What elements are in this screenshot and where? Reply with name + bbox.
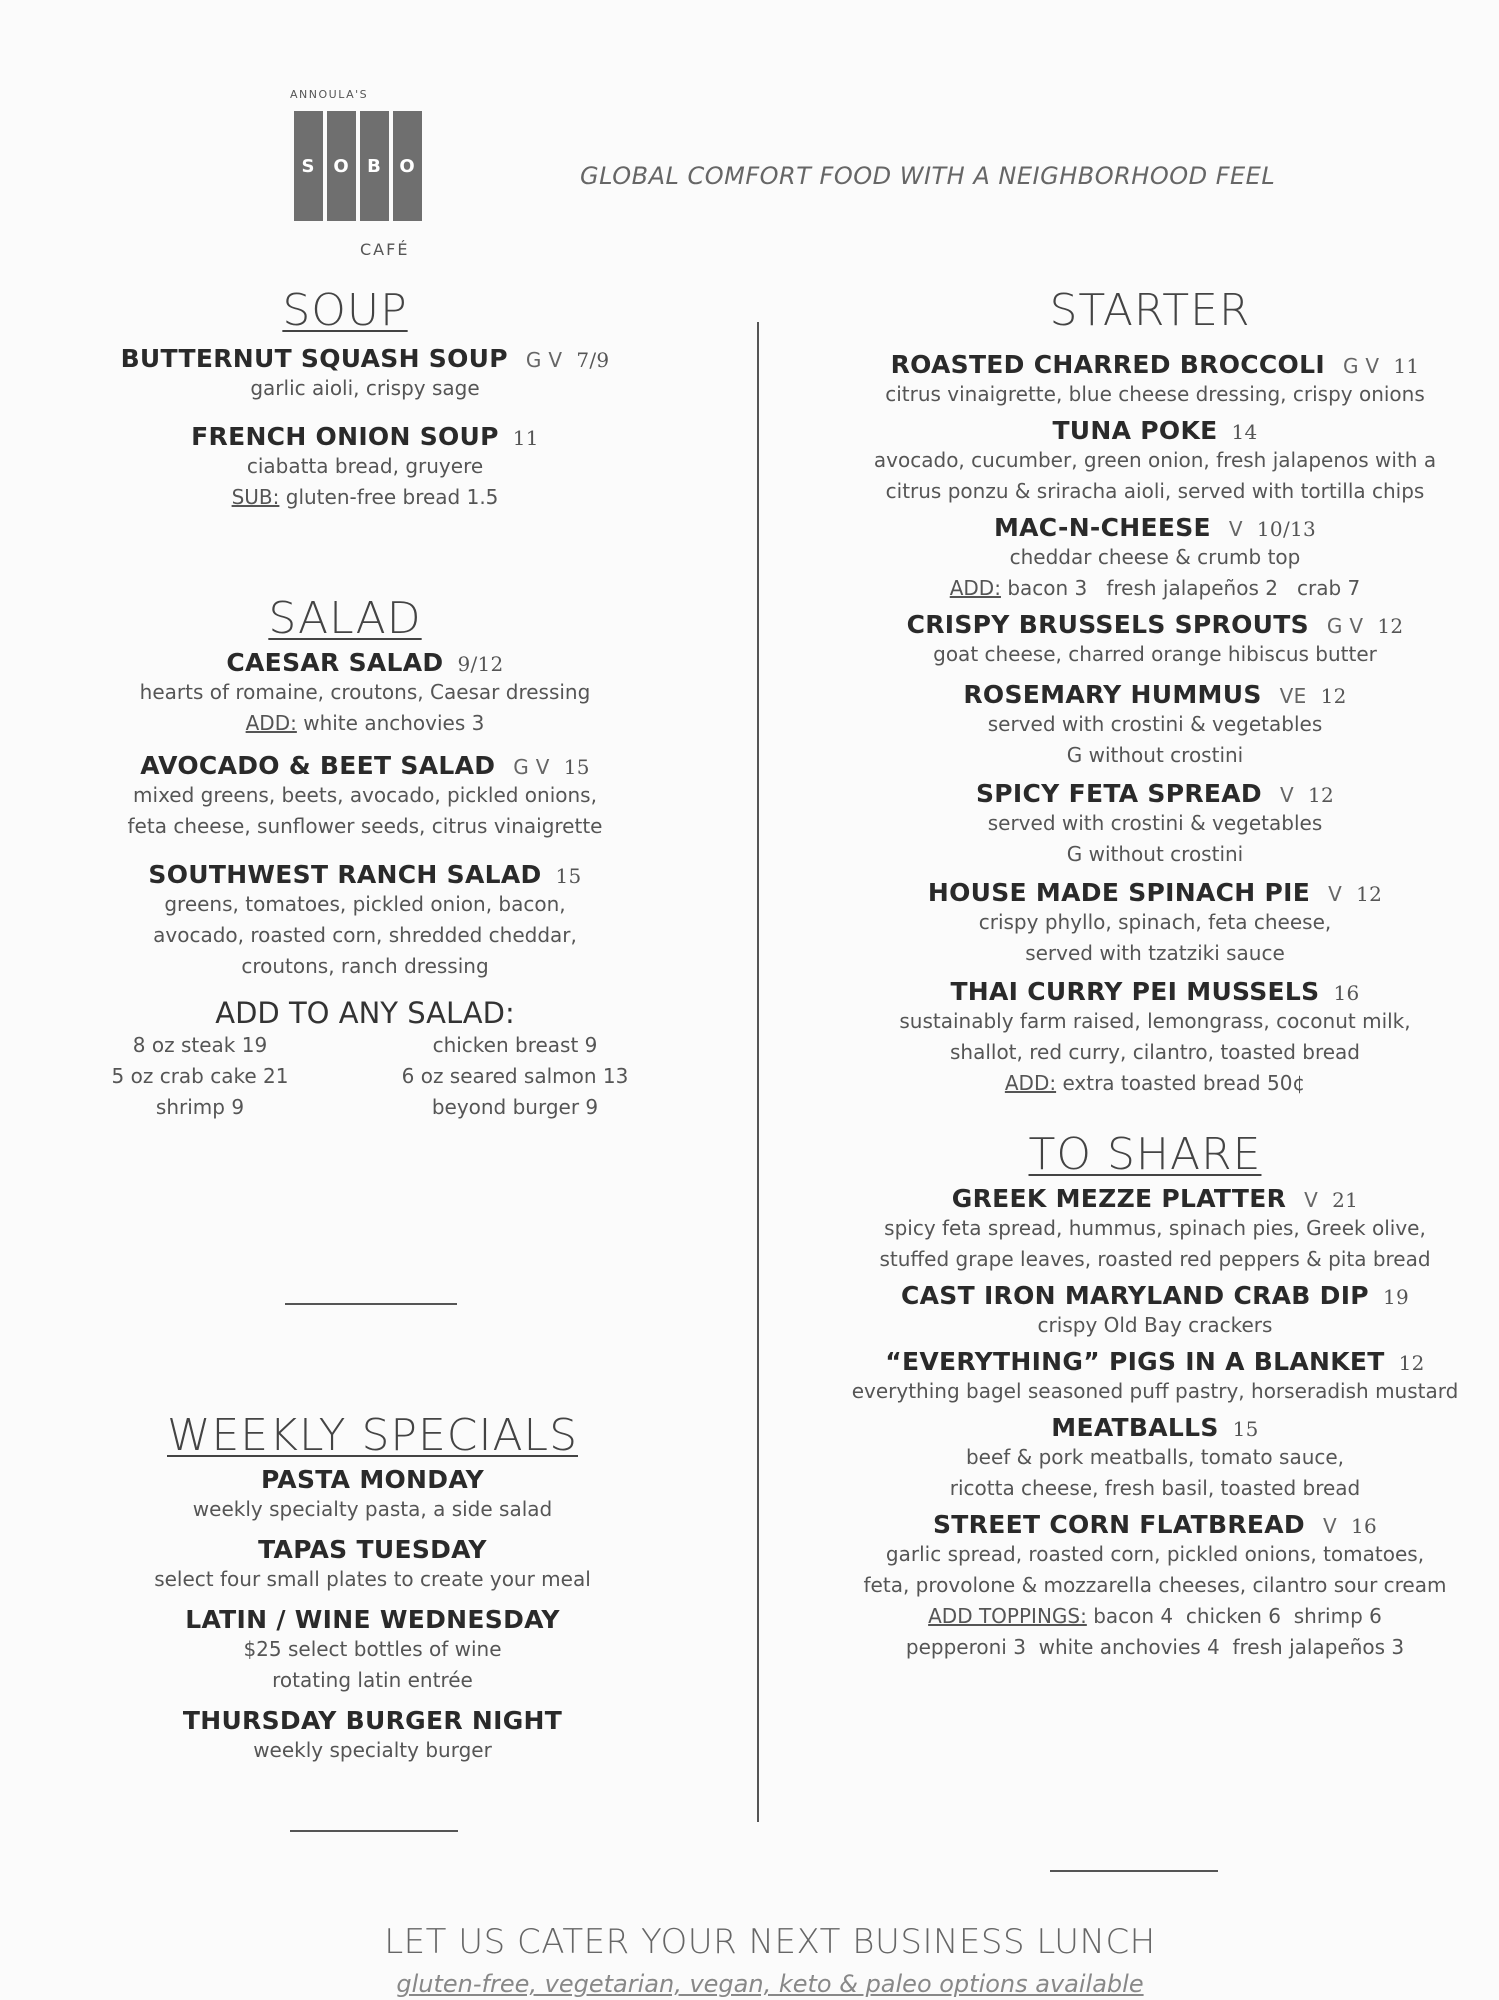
- item-desc: stuffed grape leaves, roasted red peppers & pita bread: [879, 1247, 1431, 1271]
- item-name: HOUSE MADE SPINACH PIE V 12: [927, 878, 1383, 907]
- left-column: [100, 285, 630, 1130]
- item-add: ADD TOPPINGS: bacon 4 chicken 6 shrimp 6: [928, 1604, 1382, 1628]
- item-desc: served with crostini & vegetables: [987, 811, 1323, 835]
- soup-title: SOUP: [282, 285, 408, 336]
- special-name: THURSDAY BURGER NIGHT: [182, 1706, 563, 1735]
- item-price: 11: [1393, 354, 1420, 378]
- item-name: THAI CURRY PEI MUSSELS 16: [950, 977, 1360, 1006]
- diet-tags: G V: [513, 755, 550, 779]
- menu-item: [100, 860, 630, 982]
- logo-bottom-text: CAFÉ: [360, 240, 410, 259]
- item-price: 15: [1232, 1417, 1259, 1441]
- item-price: 12: [1307, 783, 1334, 807]
- special-item: [100, 1605, 645, 1696]
- footer-cater-line: LET US CATER YOUR NEXT BUSINESS LUNCH: [384, 1922, 1156, 1962]
- add-option: 5 oz crab cake 21: [111, 1064, 289, 1088]
- menu-item: [100, 648, 630, 739]
- menu-item: [830, 680, 1480, 771]
- special-desc: rotating latin entrée: [272, 1668, 473, 1692]
- item-name: FRENCH ONION SOUP 11: [191, 422, 539, 451]
- special-desc: weekly specialty pasta, a side salad: [192, 1497, 553, 1521]
- right-column: [830, 285, 1480, 1663]
- item-price: 10/13: [1256, 517, 1317, 541]
- starter-section: [830, 285, 1480, 1099]
- diet-tags: V: [1304, 1188, 1319, 1212]
- item-price: 12: [1356, 882, 1383, 906]
- item-name: ROSEMARY HUMMUS VE 12: [963, 680, 1347, 709]
- item-name: MAC-N-CHEESE V 10/13: [993, 513, 1317, 542]
- item-add: ADD: bacon 3 fresh jalapeños 2 crab 7: [949, 576, 1361, 600]
- item-desc: served with tzatziki sauce: [1025, 941, 1285, 965]
- item-add: ADD: extra toasted bread 50¢: [1004, 1071, 1306, 1095]
- diet-tags: VE: [1279, 684, 1307, 708]
- item-desc: ricotta cheese, fresh basil, toasted bread: [949, 1476, 1361, 1500]
- item-desc: G without crostini: [1066, 842, 1244, 866]
- item-desc: goat cheese, charred orange hibiscus butter: [933, 642, 1377, 666]
- logo-letter-s: S: [301, 156, 315, 177]
- item-add: pepperoni 3 white anchovies 4 fresh jalapeños 3: [905, 1635, 1405, 1659]
- item-sub: SUB: gluten-free bread 1.5: [231, 485, 499, 509]
- menu-item: [830, 350, 1480, 410]
- logo-letter-o2: O: [399, 156, 415, 177]
- item-price: 16: [1350, 1514, 1377, 1538]
- add-option: shrimp 9: [155, 1095, 245, 1119]
- item-price: 12: [1377, 614, 1404, 638]
- special-item: [100, 1706, 645, 1766]
- item-desc: avocado, roasted corn, shredded cheddar,: [153, 923, 577, 947]
- item-name: GREEK MEZZE PLATTER V 21: [951, 1184, 1359, 1213]
- to-share-title: TO SHARE: [1028, 1129, 1262, 1180]
- item-name: CAESAR SALAD 9/12: [226, 648, 504, 677]
- item-desc: citrus ponzu & sriracha aioli, served with tortilla chips: [885, 479, 1425, 503]
- diet-tags: G V: [1326, 614, 1364, 638]
- item-name: ROASTED CHARRED BROCCOLI G V 11: [890, 350, 1420, 379]
- salad-divider: [285, 1303, 457, 1305]
- item-add: ADD: white anchovies 3: [245, 711, 485, 735]
- item-name: CRISPY BRUSSELS SPROUTS G V 12: [906, 610, 1404, 639]
- menu-item: [830, 779, 1480, 870]
- logo-letter-o: O: [333, 156, 349, 177]
- item-desc: crispy phyllo, spinach, feta cheese,: [978, 910, 1332, 934]
- special-desc: $25 select bottles of wine: [243, 1637, 502, 1661]
- specials-section: [100, 1410, 645, 1766]
- diet-tags: V: [1328, 882, 1343, 906]
- to-share-section: [830, 1129, 1480, 1663]
- item-name: BUTTERNUT SQUASH SOUP G V 7/9: [120, 344, 610, 373]
- item-desc: crispy Old Bay crackers: [1037, 1313, 1273, 1337]
- item-name: SPICY FETA SPREAD V 12: [975, 779, 1334, 808]
- menu-item: [100, 422, 630, 513]
- diet-tags: V: [1279, 783, 1294, 807]
- salad-title: SALAD: [268, 593, 422, 644]
- add-option: chicken breast 9: [432, 1033, 598, 1057]
- special-desc: select four small plates to create your meal: [154, 1567, 591, 1591]
- column-divider: [757, 322, 759, 1822]
- menu-item: [830, 610, 1480, 670]
- add-to-salad-grid: [100, 1030, 630, 1130]
- item-name: “EVERYTHING” PIGS IN A BLANKET 12: [885, 1347, 1425, 1376]
- logo: [290, 88, 430, 268]
- special-name: PASTA MONDAY: [260, 1465, 484, 1494]
- item-price: 9/12: [457, 652, 504, 676]
- add-to-salad-title: ADD TO ANY SALAD:: [215, 996, 515, 1030]
- item-desc: hearts of romaine, croutons, Caesar dressing: [139, 680, 591, 704]
- salad-section: [100, 593, 630, 1130]
- item-desc: citrus vinaigrette, blue cheese dressing, crispy onions: [885, 382, 1425, 406]
- item-name: SOUTHWEST RANCH SALAD 15: [148, 860, 582, 889]
- soup-section: [100, 285, 630, 513]
- specials-divider: [290, 1830, 458, 1832]
- item-desc: served with crostini & vegetables: [987, 712, 1323, 736]
- menu-item: [830, 1413, 1480, 1504]
- diet-tags: V: [1322, 1514, 1337, 1538]
- add-option: beyond burger 9: [431, 1095, 599, 1119]
- item-desc: everything bagel seasoned puff pastry, horseradish mustard: [851, 1379, 1459, 1403]
- special-item: [100, 1535, 645, 1595]
- menu-item: [830, 1281, 1480, 1341]
- diet-tags: G V: [525, 348, 563, 372]
- item-price: 15: [563, 755, 590, 779]
- item-price: 14: [1231, 420, 1258, 444]
- share-divider: [1050, 1870, 1218, 1872]
- item-price: 12: [1320, 684, 1347, 708]
- menu-item: [830, 977, 1480, 1099]
- add-option: 6 oz seared salmon 13: [401, 1064, 629, 1088]
- add-left-col: [100, 1030, 300, 1123]
- menu-item: [100, 344, 630, 404]
- starter-title: STARTER: [1049, 285, 1251, 336]
- item-price: 7/9: [576, 348, 610, 372]
- item-name: STREET CORN FLATBREAD V 16: [933, 1510, 1377, 1539]
- item-price: 15: [555, 864, 582, 888]
- item-desc: avocado, cucumber, green onion, fresh jalapenos with a: [873, 448, 1437, 472]
- diet-tags: V: [1228, 517, 1243, 541]
- item-desc: greens, tomatoes, pickled onion, bacon,: [164, 892, 566, 916]
- item-price: 19: [1382, 1285, 1409, 1309]
- item-price: 16: [1333, 981, 1360, 1005]
- menu-item: [830, 1184, 1480, 1275]
- item-desc: spicy feta spread, hummus, spinach pies, Greek olive,: [884, 1216, 1426, 1240]
- item-name: AVOCADO & BEET SALAD G V 15: [140, 751, 590, 780]
- item-name: CAST IRON MARYLAND CRAB DIP 19: [900, 1281, 1409, 1310]
- item-desc: garlic spread, roasted corn, pickled onions, tomatoes,: [885, 1542, 1425, 1566]
- item-desc: beef & pork meatballs, tomato sauce,: [965, 1445, 1345, 1469]
- diet-tags: G V: [1342, 354, 1380, 378]
- item-name: MEATBALLS 15: [1051, 1413, 1259, 1442]
- item-desc: mixed greens, beets, avocado, pickled onions,: [133, 783, 597, 807]
- item-price: 12: [1398, 1351, 1425, 1375]
- menu-item: [830, 1510, 1480, 1663]
- menu-item: [830, 878, 1480, 969]
- menu-item: [100, 751, 630, 842]
- add-right-col: [390, 1030, 640, 1123]
- item-price: 21: [1332, 1188, 1359, 1212]
- menu-item: [830, 416, 1480, 507]
- item-desc: feta cheese, sunflower seeds, citrus vinaigrette: [127, 814, 603, 838]
- item-desc: shallot, red curry, cilantro, toasted bread: [949, 1040, 1361, 1064]
- footer-options-line: gluten-free, vegetarian, vegan, keto & paleo options available: [396, 1970, 1144, 1998]
- special-desc: weekly specialty burger: [253, 1738, 492, 1762]
- item-desc: cheddar cheese & crumb top: [1009, 545, 1301, 569]
- item-price: 11: [512, 426, 539, 450]
- logo-letter-b: B: [367, 156, 381, 177]
- item-desc: garlic aioli, crispy sage: [250, 376, 480, 400]
- add-option: 8 oz steak 19: [132, 1033, 268, 1057]
- special-name: TAPAS TUESDAY: [258, 1535, 487, 1564]
- item-name: TUNA POKE 14: [1052, 416, 1258, 445]
- item-desc: feta, provolone & mozzarella cheeses, cilantro sour cream: [863, 1573, 1447, 1597]
- special-name: LATIN / WINE WEDNESDAY: [185, 1605, 560, 1634]
- logo-top-text: ANNOULA'S: [290, 88, 369, 101]
- menu-item: [830, 513, 1480, 604]
- tagline: GLOBAL COMFORT FOOD WITH A NEIGHBORHOOD FEEL: [580, 162, 1276, 190]
- item-desc: G without crostini: [1066, 743, 1244, 767]
- item-desc: ciabatta bread, gruyere: [246, 454, 484, 478]
- special-item: [100, 1465, 645, 1525]
- specials-title: WEEKLY SPECIALS: [167, 1410, 578, 1461]
- item-desc: sustainably farm raised, lemongrass, coconut milk,: [899, 1009, 1411, 1033]
- item-desc: croutons, ranch dressing: [241, 954, 489, 978]
- menu-item: [830, 1347, 1480, 1407]
